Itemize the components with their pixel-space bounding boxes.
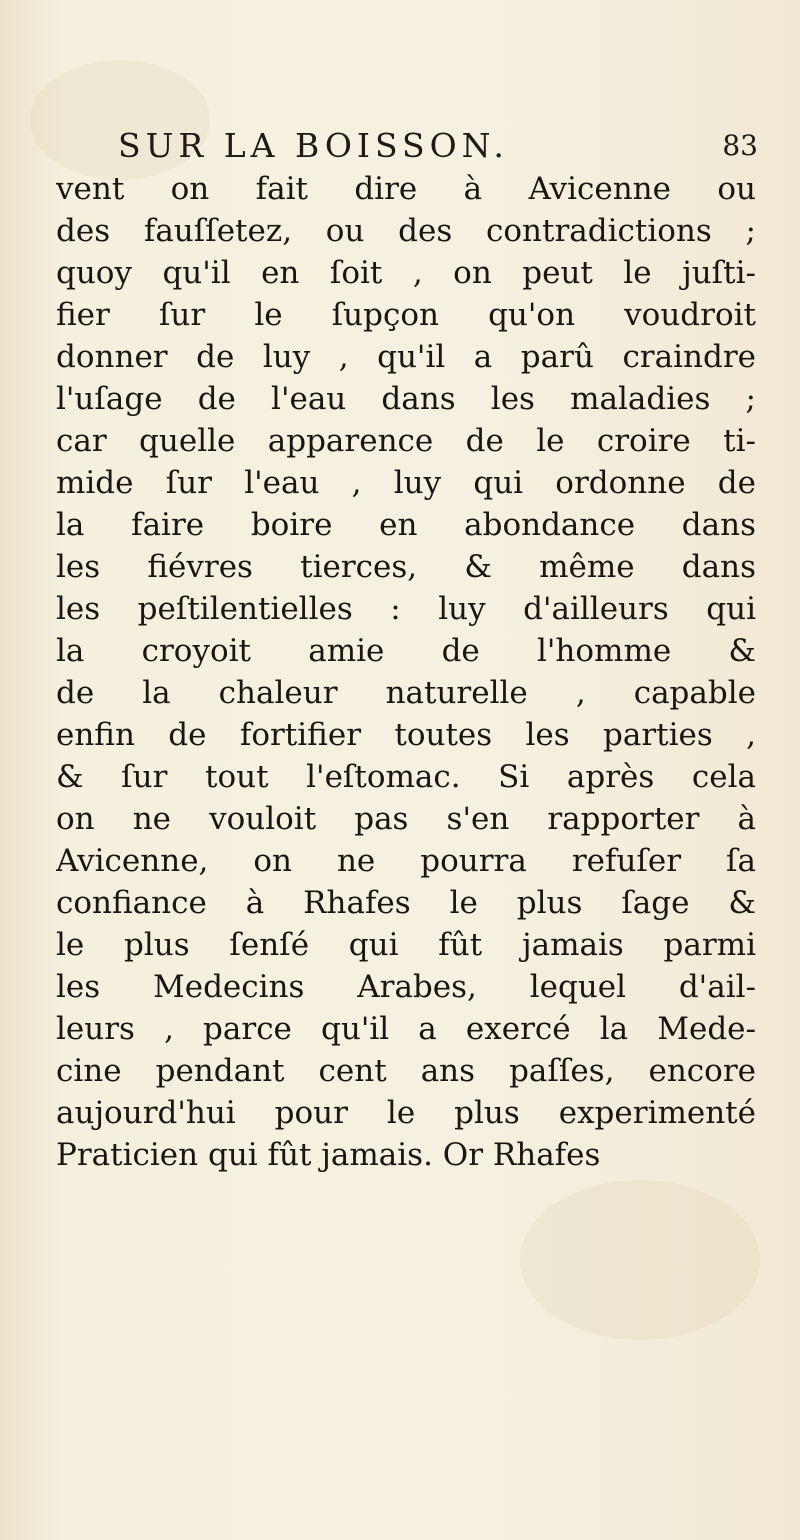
text-line: les fiévres tierces, & même dans xyxy=(56,549,756,585)
text-line: & ſur tout l'eſtomac. Si après cela xyxy=(56,759,756,795)
text-line: le plus ſenſé qui fût jamais parmi xyxy=(56,927,756,963)
text-line: on ne vouloit pas s'en rapporter à xyxy=(56,801,756,837)
text-line: mide ſur l'eau , luy qui ordonne de xyxy=(56,465,756,501)
text-line: de la chaleur naturelle , capable xyxy=(56,675,756,711)
text-line: enfin de fortifier toutes les parties , xyxy=(56,717,756,753)
text-line: leurs , parce qu'il a exercé la Mede- xyxy=(56,1011,756,1047)
text-line: la faire boire en abondance dans xyxy=(56,507,756,543)
text-line: car quelle apparence de le croire ti- xyxy=(56,423,756,459)
page-number: 83 xyxy=(722,129,758,162)
running-title: SUR LA BOISSON. xyxy=(118,126,509,165)
text-line: aujourd'hui pour le plus experimenté xyxy=(56,1095,756,1131)
text-line: des fauſſetez, ou des contradictions ; xyxy=(56,213,756,249)
text-line: l'uſage de l'eau dans les maladies ; xyxy=(56,381,756,417)
text-line: les peſtilentielles : luy d'ailleurs qui xyxy=(56,591,756,627)
text-line: confiance à Rhafes le plus ſage & xyxy=(56,885,756,921)
text-line: vent on fait dire à Avicenne ou xyxy=(56,171,756,207)
paper-stain xyxy=(520,1180,760,1340)
text-line: cine pendant cent ans paſſes, encore xyxy=(56,1053,756,1089)
running-head xyxy=(118,124,758,168)
body-text xyxy=(56,168,756,1176)
text-line: fier ſur le ſupçon qu'on voudroit xyxy=(56,297,756,333)
text-line: les Medecins Arabes, lequel d'ail- xyxy=(56,969,756,1005)
text-line: donner de luy , qu'il a parû craindre xyxy=(56,339,756,375)
text-line: la croyoit amie de l'homme & xyxy=(56,633,756,669)
text-line: Praticien qui fût jamais. Or Rhafes xyxy=(56,1137,601,1173)
text-line: quoy qu'il en ſoit , on peut le juſti- xyxy=(56,255,756,291)
text-line: Avicenne, on ne pourra refuſer ſa xyxy=(56,843,756,879)
